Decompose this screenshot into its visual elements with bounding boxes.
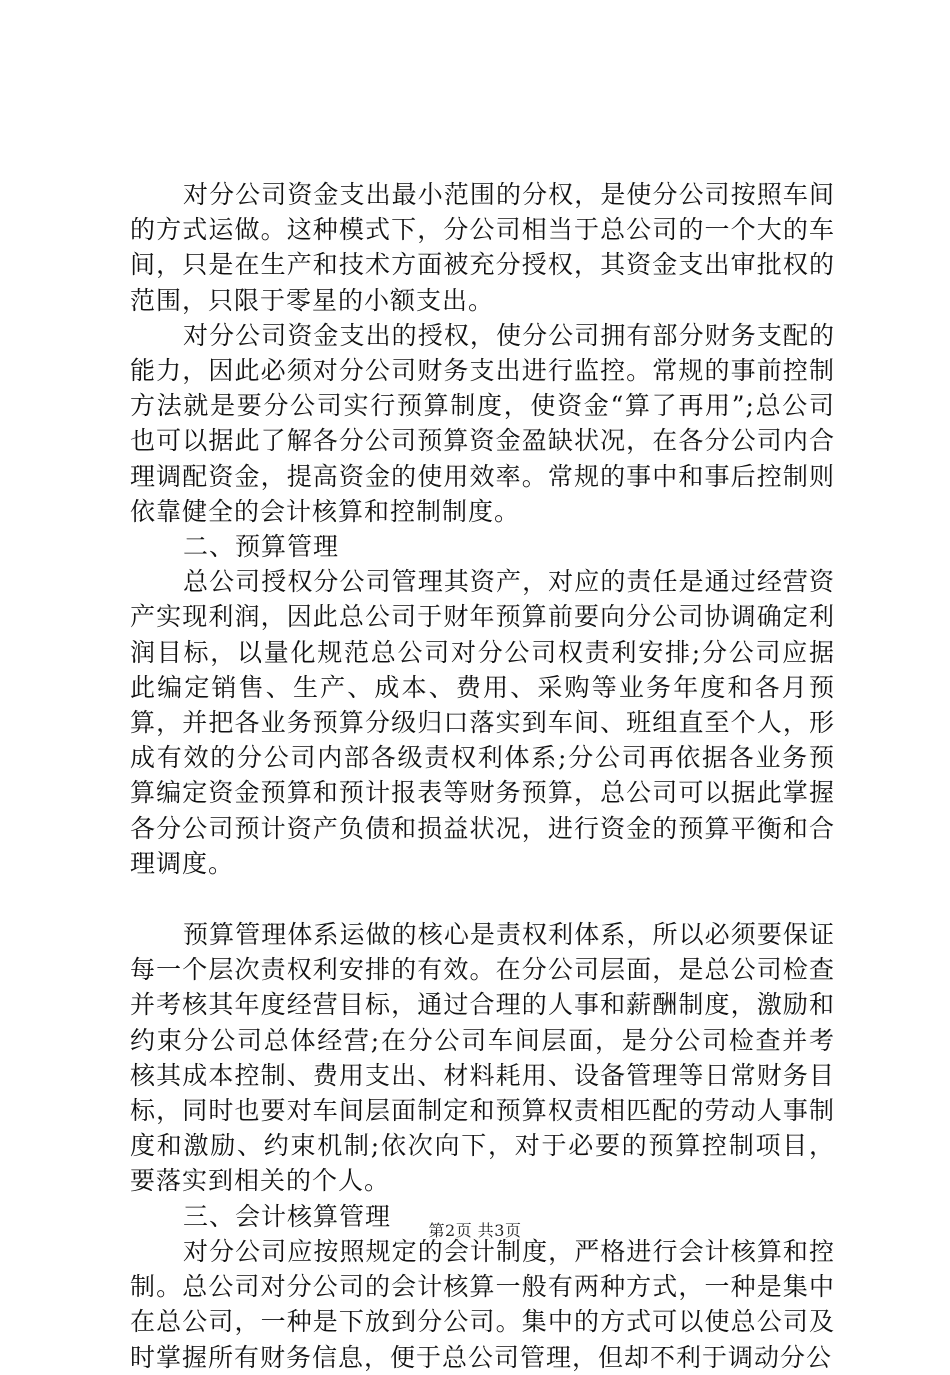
paragraph-budget-authorization: 总公司授权分公司管理其资产，对应的责任是通过经营资产实现利润，因此总公司于财年预算前要向分公司协调确定利润目标，以量化规范总公司对分公司权责利安排;分公司应据此编定销售、生产、成本、费用、采购等业务年度和各月预算，并把各业务预算分级归口落实到车间、班组直至个人，形成有效的分公司内部各级责权利体系;分公司再依据各业务预算编定资金预算和预计报表等财务预算，总公司可以据此掌握各分公司预计资产负债和损益状况，进行资金的预算平衡和合理调度。 (130, 567, 835, 878)
page-number-footer: 第2页 共3页 (428, 1221, 522, 1240)
paragraph-expenditure-authorization: 对分公司资金支出的授权，使分公司拥有部分财务支配的能力，因此必须对分公司财务支出进行监控。常规的事前控制方法就是要分公司实行预算制度，使资金“算了再用”;总公司也可以据此了解各分公司预算资金盈缺状况，在各分公司内合理调配资金，提高资金的使用效率。常规的事中和事后控制则依靠健全的会计核算和控制制度。 (130, 320, 835, 526)
paragraph-budget-system-core: 预算管理体系运做的核心是责权利体系，所以必须要保证每一个层次责权利安排的有效。在分公司层面，是总公司检查并考核其年度经营目标，通过合理的人事和薪酬制度，激励和约束分公司总体经营;在分公司车间层面，是分公司检查并考核其成本控制、费用支出、材料耗用、设备管理等日常财务目标，同时也要对车间层面制定和预算权责相匹配的劳动人事制度和激励、约束机制;依次向下，对于必要的预算控制项目，要落实到相关的个人。 (130, 920, 835, 1196)
section-heading-accounting-management: 三、会计核算管理 (183, 1201, 392, 1231)
document-body (130, 177, 835, 1375)
section-heading-budget-management: 二、预算管理 (183, 532, 340, 562)
paragraph-fund-decentralization: 对分公司资金支出最小范围的分权，是使分公司按照车间的方式运做。这种模式下，分公司相当于总公司的一个大的车间，只是在生产和技术方面被充分授权，其资金支出审批权的范围，只限于零星的小额支出。 (130, 180, 835, 315)
paragraph-accounting-methods: 对分公司应按照规定的会计制度，严格进行会计核算和控制。总公司对分公司的会计核算一般有两种方式，一种是集中在总公司，一种是下放到分公司。集中的方式可以使总公司及时掌握所有财务信息，便于总公司管理，但却不利于调动分公 (130, 1236, 835, 1372)
